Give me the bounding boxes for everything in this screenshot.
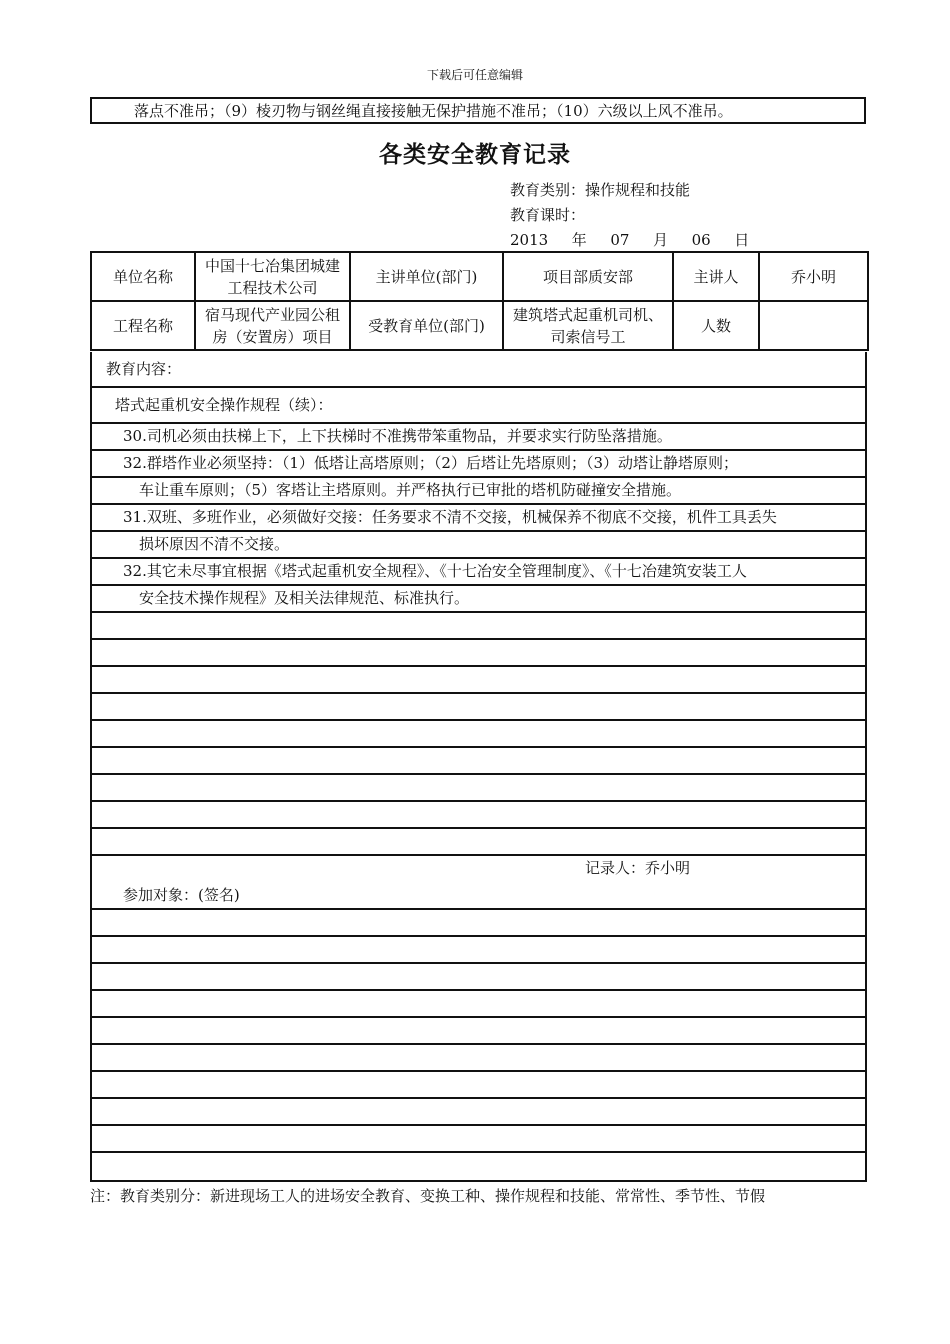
signature-line <box>92 1018 865 1045</box>
project-name-value: 宿马现代产业园公租房（安置房）项目 <box>195 301 350 350</box>
trainee-unit-label: 受教育单位(部门) <box>350 301 503 350</box>
date-month-unit: 月 <box>652 231 668 249</box>
header-note: 下载后可任意编辑 <box>426 68 523 82</box>
content-line: 车让重车原则；（5）客塔让主塔原则。并严格执行已审批的塔机防碰撞安全措施。 <box>92 478 865 505</box>
info-row-2 <box>91 301 868 350</box>
signature-line <box>92 1153 865 1180</box>
date-day: 06 <box>691 231 711 249</box>
content-line: 31.双班、多班作业，必须做好交接：任务要求不清不交接，机械保养不彻底不交接，机件工具丢失 <box>92 505 865 532</box>
content-line: 损坏原因不清不交接。 <box>92 532 865 559</box>
top-continuation-line: 落点不准吊；（9）棱刃物与钢丝绳直接接触无保护措施不准吊；（10）六级以上风不准吊。 <box>90 97 866 124</box>
speaker-label: 主讲人 <box>673 252 759 301</box>
recorder-row <box>92 856 865 883</box>
blank-line <box>92 613 865 640</box>
signature-line <box>92 991 865 1018</box>
content-line: 32.其它未尽事宜根据《塔式起重机安全规程》、《十七冶安全管理制度》、《十七冶建筑安装工人 <box>92 559 865 586</box>
signature-line <box>92 1072 865 1099</box>
signature-line <box>92 964 865 991</box>
signature-line <box>92 1045 865 1072</box>
content-subtitle: 塔式起重机安全操作规程（续）： <box>115 396 333 414</box>
info-row-1 <box>91 252 868 301</box>
info-table <box>90 251 869 351</box>
blank-line <box>92 748 865 775</box>
speaker-unit-value: 项目部质安部 <box>503 252 673 301</box>
signature-line <box>92 1099 865 1126</box>
blank-line <box>92 694 865 721</box>
headcount-label: 人数 <box>673 301 759 350</box>
speaker-unit-label: 主讲单位(部门) <box>350 252 503 301</box>
signature-line <box>92 937 865 964</box>
trainee-unit-value: 建筑塔式起重机司机、司索信号工 <box>503 301 673 350</box>
content-label: 教育内容： <box>106 360 182 378</box>
education-date <box>510 229 749 250</box>
blank-line <box>92 640 865 667</box>
education-hours: 教育课时： <box>510 206 586 224</box>
blank-line <box>92 802 865 829</box>
content-label-row <box>92 352 865 388</box>
unit-name-value: 中国十七冶集团城建工程技术公司 <box>195 252 350 301</box>
content-subtitle-row <box>92 388 865 424</box>
date-year: 2013 <box>510 231 549 249</box>
blank-line <box>92 667 865 694</box>
date-day-unit: 日 <box>734 231 750 249</box>
headcount-value <box>759 301 868 350</box>
content-line: 32.群塔作业必须坚持：（1）低塔让高塔原则；（2）后塔让先塔原则；（3）动塔让静塔原则； <box>92 451 865 478</box>
footnote: 注：教育类别分：新进现场工人的进场安全教育、变换工种、操作规程和技能、常常性、季节性、节假 <box>90 1187 766 1205</box>
page-title: 各类安全教育记录 <box>379 142 571 168</box>
date-year-unit: 年 <box>571 231 587 249</box>
blank-line <box>92 775 865 802</box>
signature-line <box>92 1126 865 1153</box>
project-name-label: 工程名称 <box>91 301 195 350</box>
participants-label: 参加对象：(签名) <box>123 886 240 904</box>
content-line: 30.司机必须由扶梯上下，上下扶梯时不准携带笨重物品，并要求实行防坠落措施。 <box>92 424 865 451</box>
date-month: 07 <box>610 231 630 249</box>
blank-line <box>92 721 865 748</box>
signature-line <box>92 910 865 937</box>
content-lines <box>90 352 867 1182</box>
unit-name-label: 单位名称 <box>91 252 195 301</box>
education-category: 教育类别：操作规程和技能 <box>510 181 691 199</box>
recorder: 记录人：乔小明 <box>585 859 691 877</box>
speaker-value: 乔小明 <box>759 252 868 301</box>
content-line: 安全技术操作规程》及相关法律规范、标准执行。 <box>92 586 865 613</box>
participants-row <box>92 883 865 910</box>
blank-line <box>92 829 865 856</box>
